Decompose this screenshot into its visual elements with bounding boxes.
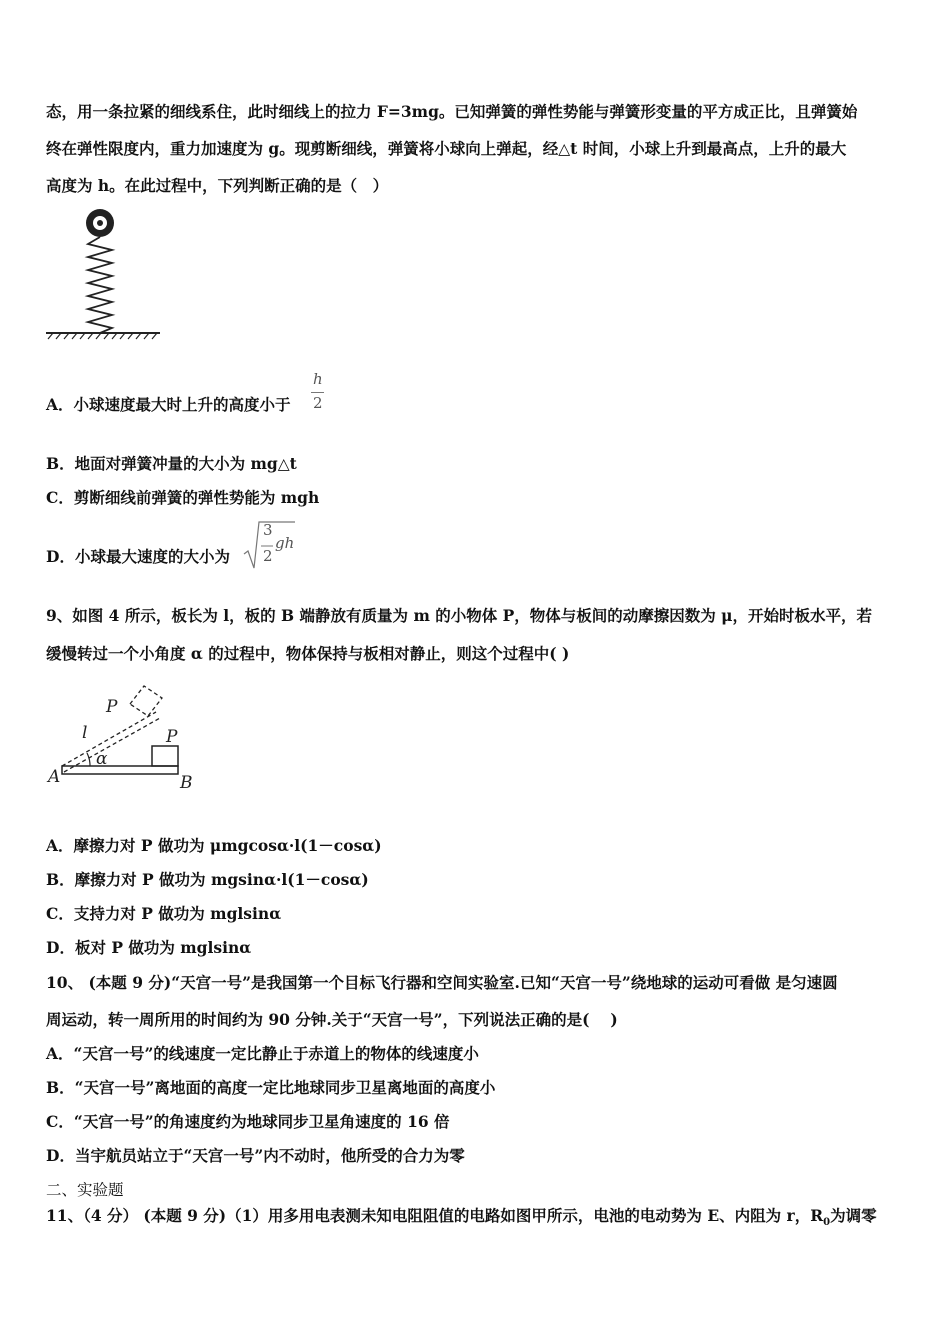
q8-text-line-3: 高度为 h。在此过程中，下列判断正确的是（ ） [46,176,389,195]
q10-option-c: C．“天宫一号”的角速度约为地球同步卫星角速度的 16 倍 [46,1112,450,1131]
q9-text-line-1: 9、如图 4 所示，板长为 l，板的 B 端静放有质量为 m 的小物体 P，物体与板间的动摩擦因数为 μ，开始时板水平，若 [46,606,873,625]
label-alpha: α [96,749,108,769]
q9-option-b: B．摩擦力对 P 做功为 mgsinα·l(1－cosα) [46,870,369,889]
q8-option-a-text: A．小球速度最大时上升的高度小于 [46,395,291,414]
sqrt-variable: gh [275,534,295,552]
label-b: B [180,773,193,793]
q9-option-c: C．支持力对 P 做功为 mglsinα [46,904,282,923]
q11-text-line-1 [46,1206,877,1233]
q11-text-end: 为调零 [830,1206,877,1225]
q10-option-d: D．当宇航员站立于“天宫一号”内不动时，他所受的合力为零 [46,1146,465,1165]
label-p-tilted: P [106,697,118,717]
q8-option-b: B．地面对弹簧冲量的大小为 mg△t [46,454,297,473]
block-p-on-board [152,746,178,766]
sqrt-fraction-denominator: 2 [263,547,273,565]
q10-option-b: B．“天宫一号”离地面的高度一定比地球同步卫星离地面的高度小 [46,1078,496,1097]
q10-text-line-2: 周运动，转一周所用的时间约为 90 分钟.关于“天宫一号”，下列说法正确的是( ) [46,1010,618,1029]
q9-option-a: A．摩擦力对 P 做功为 μmgcosα·l(1－cosα) [46,836,382,855]
horizontal-board [62,766,178,774]
spring-ball-figure [44,206,164,342]
q8-option-d-text: D．小球最大速度的大小为 [46,547,230,566]
label-a: A [48,767,61,787]
q10-option-a: A．“天宫一号”的线速度一定比静止于赤道上的物体的线速度小 [46,1044,479,1063]
sqrt-fraction-numerator: 3 [263,521,273,539]
q8-option-a-fraction [310,370,326,416]
spring [88,237,112,333]
q9-text-line-2: 缓慢转过一个小角度 α 的过程中，物体保持与板相对静止，则这个过程中( ) [46,644,570,663]
q11-text: 11、（4 分） (本题 9 分)（1）用多用电表测未知电阻阻值的电路如图甲所示，电池的电动势为 E、内阻为 r，R [46,1206,824,1225]
q8-option-d [46,547,230,567]
fraction-numerator: h [313,370,323,388]
q8-option-c: C．剪断细线前弹簧的弹性势能为 mgh [46,488,320,507]
section-heading-experiment: 二、实验题 [46,1181,124,1199]
angle-arc [87,753,90,766]
q8-text-line-2: 终在弹性限度内，重力加速度为 g。现剪断细线，弹簧将小球向上弹起，经△t 时间，小球上升到最高点，上升的最大 [46,139,847,158]
inclined-board-figure [44,682,204,794]
q10-text-line-1: 10、 (本题 9 分)“天宫一号”是我国第一个目标飞行器和空间实验室.已知“天宫一号”绕地球的运动可看做 是匀速圆 [46,973,838,992]
label-p-block: P [166,727,178,747]
label-l: l [82,723,88,743]
q9-option-d: D．板对 P 做功为 mglsinα [46,938,252,957]
fraction-denominator: 2 [313,394,323,412]
q8-text-line-1: 态，用一条拉紧的细线系住，此时细线上的拉力 F=3mg。已知弹簧的弹性势能与弹簧形变量的平方成正比，且弹簧始 [46,102,858,121]
q11-subscript: 0 [823,1217,831,1229]
q8-option-a [46,395,291,415]
